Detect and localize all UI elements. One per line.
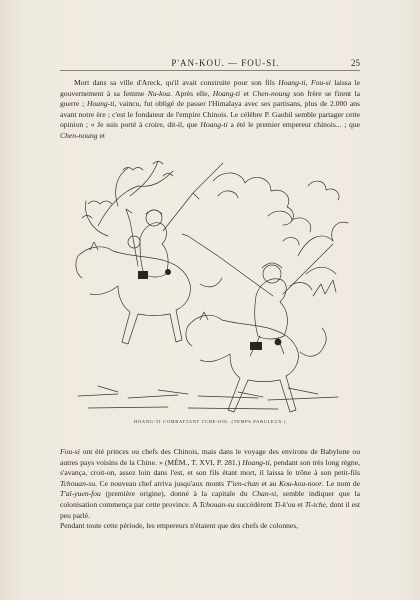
bottom-paragraph [60, 447, 360, 532]
italic-name: Fou-si [60, 447, 80, 456]
text-run: . Le nom de [322, 478, 360, 488]
top-paragraph [60, 78, 360, 142]
text-run: . Après elle, [170, 88, 213, 98]
text-run: et au [258, 478, 280, 488]
italic-name: T'ien-chan [226, 478, 259, 488]
text-run: Mort dans sa ville d'Areck, qu'il avait construite pour son fils [74, 78, 279, 87]
running-title: P'AN-KOU. — FOU-SI. [171, 58, 280, 68]
illustration-drawing [68, 146, 358, 416]
italic-name: Ti-tche [304, 499, 326, 509]
page-number: 25 [351, 58, 360, 68]
italic-name: Nu-koa [147, 88, 171, 98]
italic-name: Hoang-ti [87, 99, 115, 109]
italic-name: Fou-si [310, 78, 331, 87]
italic-name: Chen-noung [252, 88, 290, 98]
text-run: (première origine), donné à la capitale du [100, 489, 253, 499]
italic-name: Tchouan-su [199, 499, 235, 509]
italic-name: Hoang-ti [212, 88, 241, 98]
text-run: et [97, 130, 105, 140]
text-run: , pendant son très long règne, s'avança, croit-on, assez loin dans l'est, et son fils étant mort, il laissa le trône à son petit-fils [60, 457, 360, 478]
text-run: . Ce nouveau chef arriva jusqu'aux monts [95, 478, 227, 488]
text-run: MÉM. [167, 457, 188, 467]
italic-name: Hoang-ti [278, 78, 306, 87]
text-run: , semble indiquer que la colonisation commença par cette province. A [60, 489, 360, 509]
italic-name: T'aï-yuen-fou [60, 489, 101, 499]
figure-caption: HOANG-TI COMBATTANT TCHE-IOU. (TEMPS FABULEUX.) [133, 419, 287, 424]
text-run: a été le premier empereur chinois... ; que [227, 120, 360, 130]
italic-name: Hoang-ti [200, 120, 228, 130]
italic-name: Chan-si [252, 489, 277, 499]
italic-name: Tchouan-su [60, 478, 96, 488]
text-line: Pendant toute cette période, les empereurs n'étaient que des chefs de colonnes, [60, 521, 299, 531]
battle-illustration [68, 146, 358, 416]
running-header [60, 58, 360, 68]
header-rule [60, 70, 360, 71]
italic-name: Ti-k'ou [274, 499, 296, 509]
italic-name: Chen-noung [60, 130, 98, 140]
text-run: succédèrent [234, 499, 275, 509]
text-run: son frère se firent la guerre ; [60, 88, 360, 109]
text-run: , T. XVI, P. 281.) [187, 457, 243, 467]
text-run: et [240, 88, 253, 98]
italic-name: Kou-kou-noor [279, 478, 323, 488]
text-run: , vaincu, fut obligé de passer l'Himalaya avec ses partisans, plus de 2.000 ans avant notre ère ; c'est le fondateur de l'empire Chinois. Le célèbre P. Gaubil semble partager cette opinion ; « Je suis porté à croire, dit-il, que [60, 99, 360, 130]
text-run: laissa le gouvernement à sa femme [60, 78, 361, 98]
text-run: , dont il est peu parlé. [60, 499, 361, 520]
text-run: et [295, 499, 305, 509]
italic-name: Hoang-ti [242, 457, 270, 467]
text-run: , [305, 78, 311, 87]
text-run: ont été princes ou chefs des Chinois, mais dans le voyage des environs de Babylone ou autres pays voisins de la Chine. » ( [60, 447, 360, 467]
